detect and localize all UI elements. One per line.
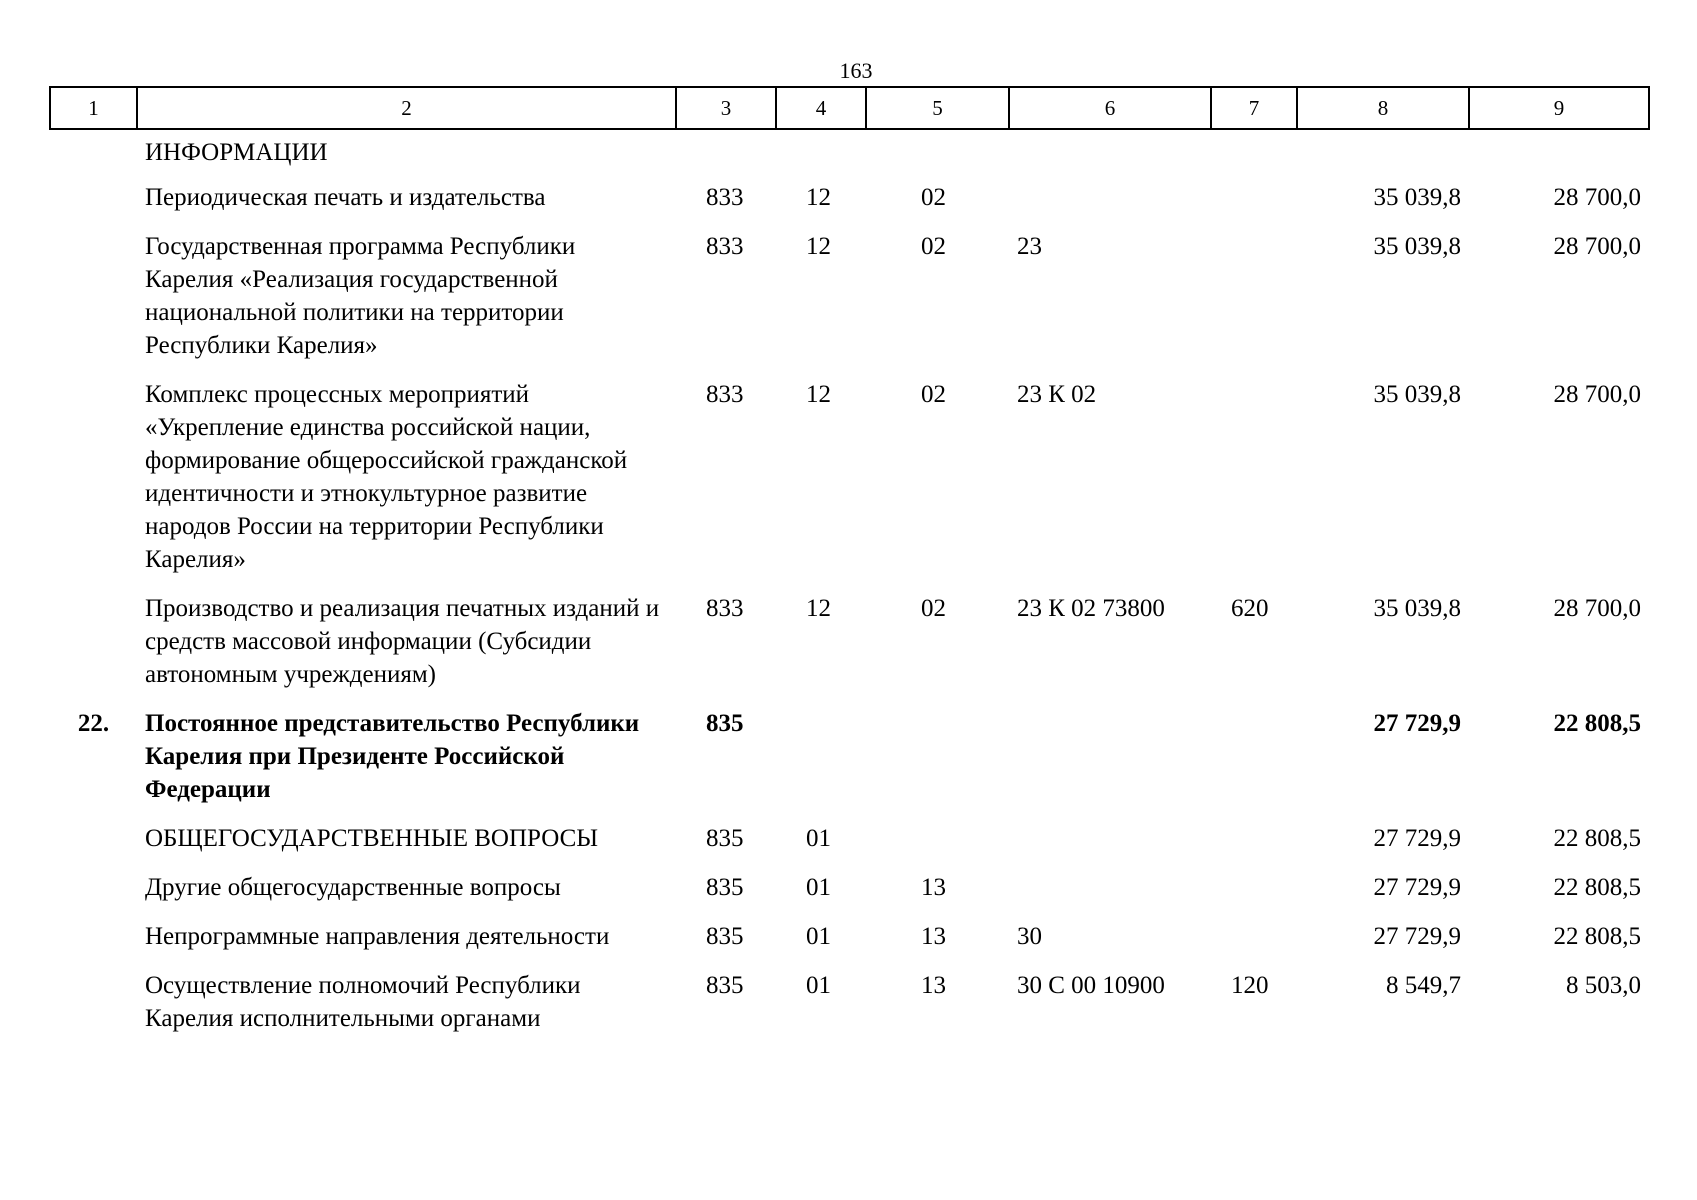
row-name: Комплекс процессных мероприятий «Укрепление единства российской нации, формирование общероссийской гражданской идентичности и этнокультурное развитие народов России на территории Республики Карелия» [145,381,628,573]
row-section-code: 01 [806,923,831,950]
row-subsection-code: 13 [921,972,946,999]
row-amount-2: 22 808,5 [1553,923,1641,950]
table-row [50,129,1649,181]
row-name: Осуществление полномочий Республики Карелия исполнительными органами [145,972,581,1032]
row-target-code [1009,181,1211,230]
row-expense-type: 620 [1231,595,1269,622]
row-amount-1: 35 039,8 [1373,184,1461,211]
row-admin-code: 833 [706,233,744,260]
row-expense-type [1211,129,1297,181]
row-amount-2: 28 700,0 [1553,381,1641,408]
row-section-code: 12 [806,381,831,408]
row-section-code: 01 [806,825,831,852]
row-name: Производство и реализация печатных изданий и средств массовой информации (Субсидии автономным учреждениям) [145,595,660,688]
row-expense-type [1211,230,1297,378]
row-expense-type [1211,920,1297,969]
row-section-code [776,129,866,181]
table-body [50,129,1649,1051]
row-expense-type: 120 [1231,972,1269,999]
column-header-3: 3 [676,87,776,129]
row-admin-code: 833 [706,595,744,622]
row-subsection-code: 02 [921,595,946,622]
row-subsection-code: 02 [921,381,946,408]
row-index [50,378,137,592]
column-number-row [50,87,1649,129]
row-target-code [1009,129,1211,181]
row-subsection-code [866,822,1009,871]
row-index [50,822,137,871]
row-target-code [1009,871,1211,920]
table-row [50,822,1649,871]
row-expense-type [1211,871,1297,920]
column-header-8: 8 [1297,87,1469,129]
row-section-code: 12 [806,233,831,260]
table-row [50,920,1649,969]
row-index [50,871,137,920]
row-section-code: 12 [806,184,831,211]
row-target-code: 23 [1017,233,1042,260]
row-amount-2 [1469,129,1649,181]
row-subsection-code: 02 [921,184,946,211]
table-row [50,230,1649,378]
row-subsection-code: 13 [921,923,946,950]
budget-table [49,86,1650,1051]
row-index [50,592,137,707]
table-row [50,181,1649,230]
row-expense-type [1211,707,1297,822]
row-admin-code: 835 [706,923,744,950]
row-amount-2: 28 700,0 [1553,595,1641,622]
table-row-organization [50,707,1649,822]
row-name: Государственная программа Республики Карелия «Реализация государственной национальной политики на территории Республики Карелия» [145,233,576,359]
row-target-code: 23 К 02 [1017,381,1097,408]
row-amount-1 [1297,129,1469,181]
row-index [50,920,137,969]
column-header-9: 9 [1469,87,1649,129]
row-admin-code: 835 [706,972,744,999]
row-amount-2: 22 808,5 [1553,874,1641,901]
row-target-code: 30 [1017,923,1042,950]
column-header-1: 1 [50,87,137,129]
row-name: ОБЩЕГОСУДАРСТВЕННЫЕ ВОПРОСЫ [145,825,599,852]
column-header-2: 2 [137,87,676,129]
row-amount-1: 27 729,9 [1373,874,1461,901]
table-header [50,87,1649,129]
row-index: 22. [77,710,110,737]
row-amount-1: 27 729,9 [1373,923,1461,950]
table-row [50,592,1649,707]
row-name: Постоянное представительство Республики Карелия при Президенте Российской Федерации [145,710,640,803]
row-admin-code: 835 [706,874,744,901]
row-amount-2: 28 700,0 [1553,184,1641,211]
row-subsection-code [866,707,1009,822]
row-amount-1: 35 039,8 [1373,381,1461,408]
row-amount-1: 27 729,9 [1373,825,1461,852]
row-admin-code: 833 [706,184,744,211]
row-target-code [1009,822,1211,871]
row-amount-2: 8 503,0 [1566,972,1641,999]
row-section-code: 01 [806,874,831,901]
row-target-code: 30 С 00 10900 [1017,972,1165,999]
row-amount-2: 28 700,0 [1553,233,1641,260]
row-amount-1: 27 729,9 [1373,710,1461,737]
row-expense-type [1211,378,1297,592]
row-subsection-code: 13 [921,874,946,901]
row-name: Периодическая печать и издательства [145,184,546,211]
row-section-code [776,707,866,822]
row-subsection-code: 02 [921,233,946,260]
row-amount-1: 8 549,7 [1386,972,1461,999]
column-header-4: 4 [776,87,866,129]
row-name: ИНФОРМАЦИИ [145,139,328,166]
row-subsection-code [866,129,1009,181]
row-index [50,969,137,1051]
row-section-code: 12 [806,595,831,622]
row-admin-code: 835 [706,825,744,852]
row-admin-code: 835 [706,710,744,737]
row-admin-code: 833 [706,381,744,408]
row-index [50,230,137,378]
row-expense-type [1211,181,1297,230]
row-amount-2: 22 808,5 [1553,710,1641,737]
row-expense-type [1211,822,1297,871]
row-target-code: 23 К 02 73800 [1017,595,1165,622]
table-row [50,378,1649,592]
table-row [50,969,1649,1051]
table-row [50,871,1649,920]
row-index [50,181,137,230]
row-amount-2: 22 808,5 [1553,825,1641,852]
column-header-7: 7 [1211,87,1297,129]
row-section-code: 01 [806,972,831,999]
row-target-code [1009,707,1211,822]
row-amount-1: 35 039,8 [1373,595,1461,622]
column-header-5: 5 [866,87,1009,129]
row-amount-1: 35 039,8 [1373,233,1461,260]
row-name: Другие общегосударственные вопросы [145,874,561,901]
column-header-6: 6 [1009,87,1211,129]
row-admin-code [676,129,776,181]
row-index [50,129,137,181]
row-name: Непрограммные направления деятельности [145,923,610,950]
page-number: 163 [839,58,873,83]
